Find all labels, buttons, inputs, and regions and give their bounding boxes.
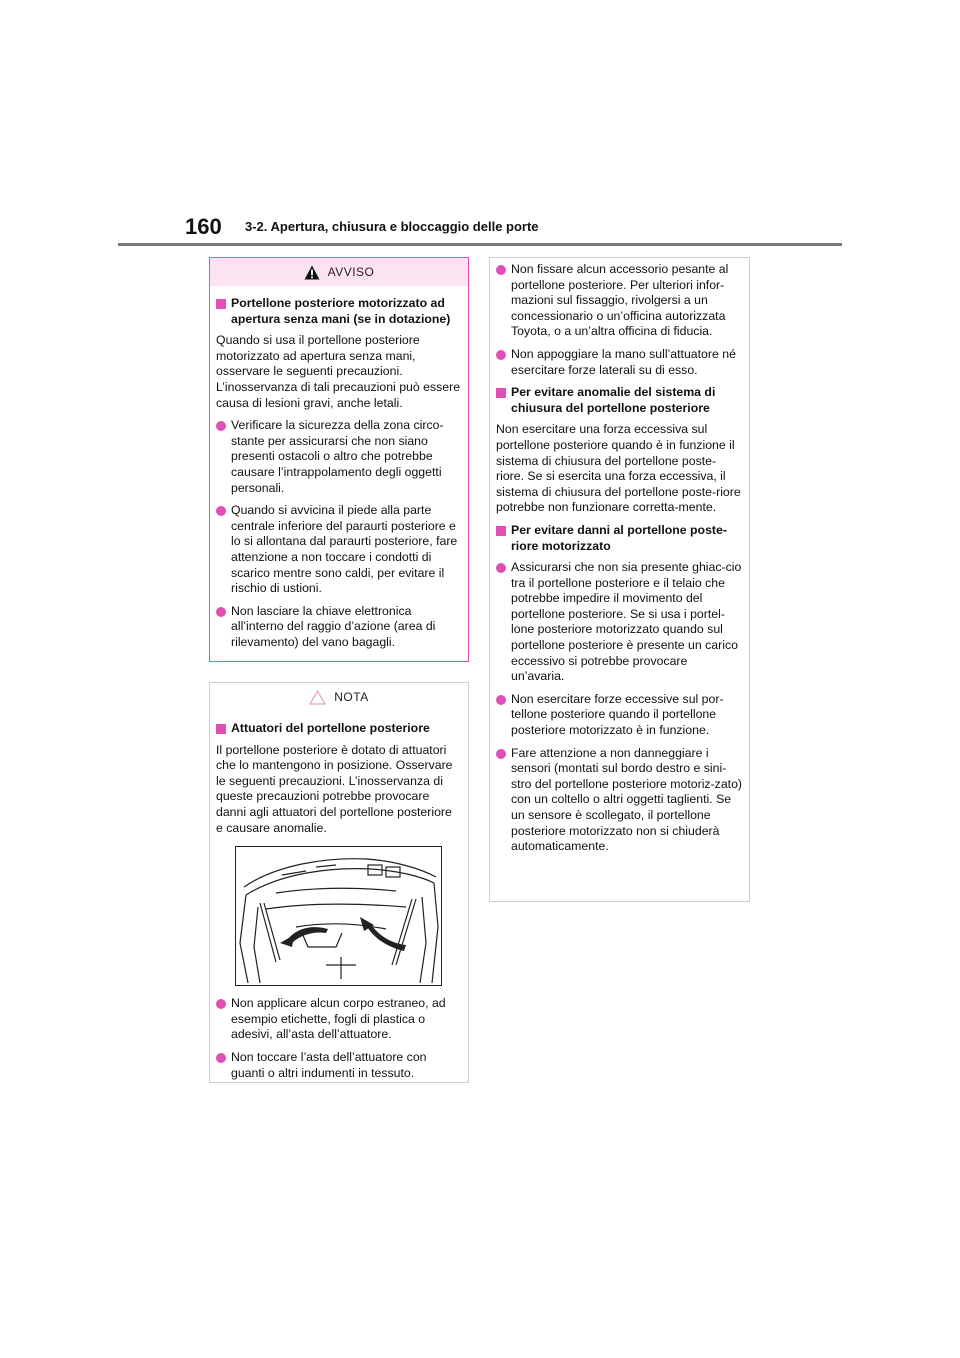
round-bullet-icon xyxy=(216,607,226,617)
list-item-text: Verificare la sicurezza della zona circo-stante per assicurarsi che non siano presenti ostacoli o altro che potrebbe causare l’intrappolamento degli oggetti personali. xyxy=(231,418,444,495)
square-bullet-icon xyxy=(216,724,226,734)
warning-box-header xyxy=(210,258,468,286)
list-item xyxy=(216,604,461,651)
list-item xyxy=(216,503,461,597)
section-title: 3-2. Apertura, chiusura e bloccaggio delle porte xyxy=(245,219,539,234)
header-rule xyxy=(118,243,842,246)
note-heading xyxy=(216,721,461,737)
section-heading-text: Per evitare danni al portellone poste-riore motorizzato xyxy=(511,522,727,553)
warning-triangle-icon xyxy=(304,265,320,280)
list-item-text: Non applicare alcun corpo estraneo, ad esempio etichette, fogli di plastica o adesivi, all’asta dell’attuatore. xyxy=(231,996,446,1042)
list-item-text: Assicurarsi che non sia presente ghiac-cio tra il portellone posteriore e il telaio che potrebbe impedire il movimento del portellone posteriore. Se si usa i portel-lone posteriore motorizzato quando sul portellone posteriore è presente un carico eccessivo si potrebbe provocare un’avaria. xyxy=(511,560,742,684)
list-item xyxy=(216,418,461,496)
round-bullet-icon xyxy=(496,695,506,705)
list-item xyxy=(496,560,742,685)
section-heading xyxy=(496,523,742,554)
round-bullet-icon xyxy=(496,265,506,275)
round-bullet-icon xyxy=(496,350,506,360)
warning-box xyxy=(209,257,469,662)
list-item-text: Quando si avvicina il piede alla parte centrale inferiore del paraurti posteriore e lo si allontana dal paraurti posteriore, fare attenzione a non toccare i condotti di scarico mentre sono caldi, per evitare il rischio di ustioni. xyxy=(231,503,458,596)
warning-heading-text: Portellone posteriore motorizzato ad apertura senza mani (se in dotazione) xyxy=(231,296,451,326)
square-bullet-icon xyxy=(496,526,506,536)
list-item xyxy=(496,746,742,855)
caution-triangle-outline-icon xyxy=(309,690,326,705)
list-item-text: Non toccare l’asta dell’attuatore con guanti o altri indumenti in tessuto. xyxy=(231,1049,427,1080)
note-box-header xyxy=(210,683,468,711)
round-bullet-icon xyxy=(496,749,506,759)
list-item xyxy=(496,692,742,739)
note-label: NOTA xyxy=(334,690,369,704)
section-heading-text: Per evitare anomalie del sistema di chiusura del portellone posteriore xyxy=(511,385,716,415)
warning-heading xyxy=(216,296,461,327)
list-item-text: Non appoggiare la mano sull’attuatore né esercitare forze laterali su di esso. xyxy=(511,346,736,377)
note-intro: Il portellone posteriore è dotato di attuatori che lo mantengono in posizione. Osservare le seguenti precauzioni. L’inosservanza di queste precauzioni potrebbe provocare danni agli attuatori del portellone posteriore e causare anomalie. xyxy=(216,742,453,835)
list-item xyxy=(496,347,742,378)
continued-warning-box xyxy=(489,257,750,902)
square-bullet-icon xyxy=(496,388,506,398)
list-item-text: Fare attenzione a non danneggiare i sensori (montati sul bordo destro e sini-stro del portellone posteriore motoriz-zato) con un coltello o altri oggetti taglienti. Se un sensore è scollegato, il portellone posteriore motorizzato non si chiuderà automaticamente. xyxy=(511,745,743,854)
round-bullet-icon xyxy=(216,1053,226,1063)
section-paragraph: Non esercitare una forza eccessiva sul portellone posteriore quando è in funzione il sistema di chiusura del portellone poste-riore. Se si esercita una forza eccessiva, il sistema di chiusura del portellone poste-riore potrebbe non funzionare corretta-mente. xyxy=(496,422,741,515)
warning-label: AVVISO xyxy=(327,265,375,279)
list-item-text: Non fissare alcun accessorio pesante al portellone posteriore. Per ulteriori infor-mazioni sul fissaggio, rivolgersi a un concessionario o un’officina autorizzata Toyota, o a un’altra officina di fiducia. xyxy=(511,262,729,339)
note-heading-text: Attuatori del portellone posteriore xyxy=(231,721,430,735)
round-bullet-icon xyxy=(216,421,226,431)
round-bullet-icon xyxy=(216,999,226,1009)
square-bullet-icon xyxy=(216,299,226,309)
list-item xyxy=(216,1050,461,1081)
round-bullet-icon xyxy=(496,563,506,573)
round-bullet-icon xyxy=(216,506,226,516)
list-item xyxy=(216,996,461,1043)
list-item-text: Non lasciare la chiave elettronica all’interno del raggio d’azione (area di rilevamento) del vano bagagli. xyxy=(231,603,436,649)
tailgate-actuator-drawing xyxy=(236,847,441,985)
section-heading xyxy=(496,385,742,416)
warning-intro: Quando si usa il portellone posteriore motorizzato ad apertura senza mani, osservare le seguenti precauzioni. L’inosservanza di tali precauzioni può essere causa di lesioni gravi, anche letali. xyxy=(216,333,461,410)
tailgate-illustration xyxy=(235,846,442,986)
list-item xyxy=(496,262,742,340)
list-item-text: Non esercitare forze eccessive sul por-tellone posteriore quando il portellone posteriore motorizzato è in funzione. xyxy=(511,691,724,738)
note-box xyxy=(209,682,469,1083)
page-number: 160 xyxy=(185,214,222,239)
